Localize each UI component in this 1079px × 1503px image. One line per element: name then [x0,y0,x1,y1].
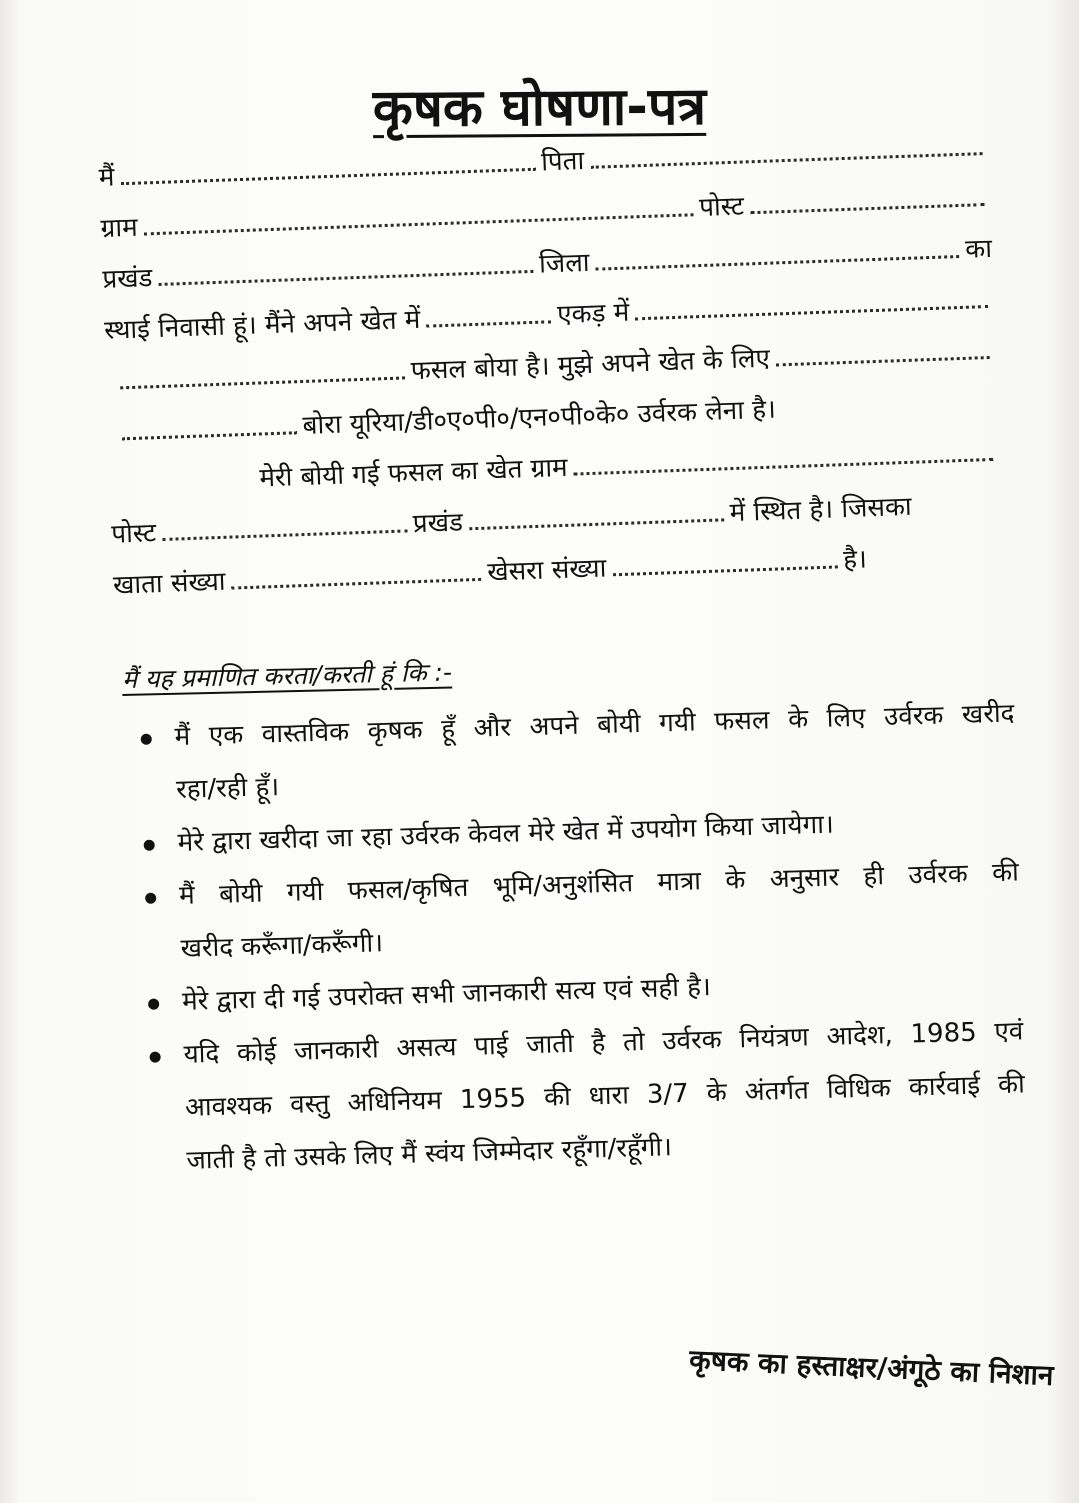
field-block-blank [469,512,724,530]
block-blank [158,264,533,286]
field-village-blank [574,452,994,476]
list-item-line: मेरे द्वारा खरीदा जा रहा उर्वरक केवल मेरे खेत में उपयोग किया जायेगा। [177,809,835,858]
acre-blank [426,314,551,327]
list-item-line: रहा/रही हूँ। [175,772,280,805]
bullet-icon [141,734,152,745]
located-text: में स्थित है। जिसका [729,491,913,529]
of-label: का [964,233,993,265]
post-blank [750,197,984,214]
khesra-blank [612,559,837,576]
district-blank [595,249,959,271]
crop-blank [120,370,405,389]
field-post-label: पोस्ट [110,518,157,550]
field-village-text: मेरी बोयी गई फसल का खेत ग्राम [258,452,569,494]
list-item-line: आवश्यक वस्तु अधिनियम 1955 की धारा 3/7 के अंतर्गत विधिक कार्रवाई की [184,1069,1026,1123]
field-block-label: प्रखंड [412,507,464,540]
requirement-blank [776,350,990,366]
bullet-icon [144,840,155,851]
village-label: ग्राम [100,212,139,244]
resident-text: स्थाई निवासी हूं। मैंने अपने खेत में [103,304,421,346]
is-label: है। [842,544,868,576]
bag-count-blank [122,425,297,440]
certification-list [138,687,1051,1189]
farmer-signature-label: कृषक का हस्ताक्षर/अंगूठे का निशान [688,1343,1054,1392]
post-label: पोस्ट [698,191,745,224]
fertilizer-text: बोरा यूरिया/डी०ए०पी०/एन०पी०के० उर्वरक लेना है। [302,394,777,442]
village-blank [144,207,694,235]
district-label: जिला [538,247,591,280]
list-item-line: मैं एक वास्तविक कृषक हूँ और अपने बोयी गयी फसल के लिए उर्वरक खरीद [174,698,1015,752]
father-label: पिता [540,146,585,178]
certification-heading: मैं यह प्रमाणित करता/करती हूं कि :- [121,657,453,694]
list-item-line: जाती है तो उसके लिए मैं स्वंय जिम्मेदार रहूँगा/रहूँगी। [186,1132,673,1176]
field-post-blank [162,523,407,541]
khata-blank [231,572,481,590]
crop-text: फसल बोया है। मुझे अपने खेत के लिए [410,343,771,387]
declaration-form [98,122,1003,612]
father-name-blank [590,146,982,169]
name-blank [120,162,535,185]
bullet-icon [145,893,156,904]
page-title: कृषक घोषणा-पत्र [372,76,707,140]
list-item [147,1005,1051,1189]
block-label: प्रखंड [101,263,153,295]
bullet-icon [149,1052,160,1063]
khesra-label: खेसरा संख्या [486,553,607,588]
list-item-line: यदि कोई जानकारी असत्य पाई जाती है तो उर्वरक नियंत्रण आदेश, 1985 एवं [183,1016,1024,1070]
list-item-line: खरीद करूँगा/करूँगी। [180,928,384,964]
acre-label: एकड़ में [556,297,630,331]
khata-label: खाता संख्या [112,566,226,601]
crop-area-blank [635,299,988,320]
bullet-icon [148,999,159,1010]
declarant-label: मैं [98,162,115,193]
list-item-line: मेरे द्वारा दी गई उपरोक्त सभी जानकारी सत्य एवं सही है। [181,972,712,1017]
list-item-line: मैं बोयी गयी फसल/कृषित भूमि/अनुशंसित मात्रा के अनुसार ही उर्वरक की [178,857,1020,911]
